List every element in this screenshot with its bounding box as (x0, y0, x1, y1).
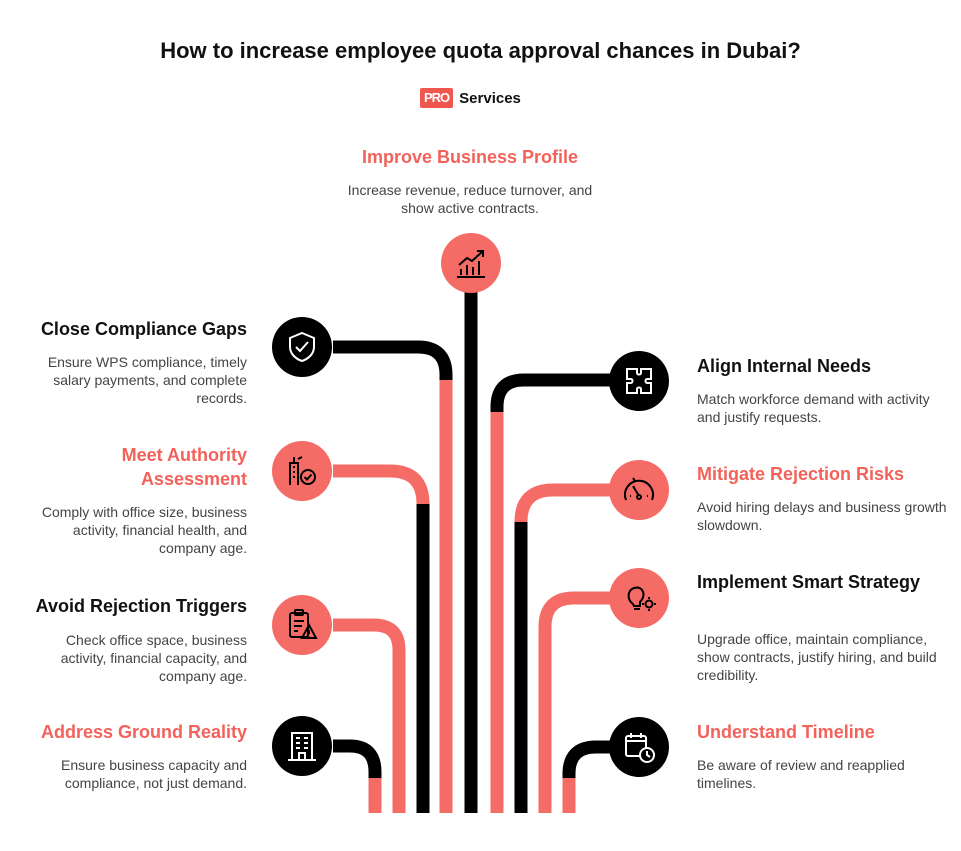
left3-desc: Check office space, business activity, financial capacity, and company age. (60, 632, 247, 684)
office-building-icon (284, 728, 320, 764)
building-check-icon (284, 453, 320, 489)
right4-node (609, 717, 669, 777)
connector-right4 (569, 747, 611, 778)
right1-desc: Match workforce demand with activity and justify requests. (697, 391, 930, 425)
chart-up-icon (453, 245, 489, 281)
right3-node (609, 568, 669, 628)
calendar-clock-icon (621, 729, 657, 765)
left4-node (272, 716, 332, 776)
brand-logo-mark: PRO (420, 88, 453, 108)
left2-heading: Meet Authority Assessment (121, 445, 247, 489)
left4-heading: Address Ground Reality (40, 722, 247, 742)
left3-heading: Avoid Rejection Triggers (35, 596, 247, 616)
connector-left4 (333, 746, 375, 778)
right2-desc: Avoid hiring delays and business growth slowdown. (697, 499, 947, 533)
left2-desc: Comply with office size, business activity, financial health, and company age. (41, 504, 247, 556)
connector-right3 (545, 598, 611, 813)
puzzle-icon (621, 363, 657, 399)
right2-heading: Mitigate Rejection Risks (697, 464, 905, 484)
left1-node (272, 317, 332, 377)
shield-check-icon (284, 329, 320, 365)
left1-heading: Close Compliance Gaps (40, 319, 247, 339)
left3-node (272, 595, 332, 655)
right1-heading: Align Internal Needs (697, 356, 872, 376)
left2-node (272, 441, 332, 501)
connector-left3 (333, 625, 399, 813)
right3-heading: Implement Smart Strategy (697, 572, 921, 592)
right1-node (609, 351, 669, 411)
top-desc: Increase revenue, reduce turnover, and show active contracts. (347, 182, 593, 216)
right4-heading: Understand Timeline (697, 722, 875, 742)
page-title: How to increase employee quota approval chances in Dubai? (160, 38, 801, 63)
left4-desc: Ensure business capacity and compliance, not just demand. (61, 757, 247, 791)
right2-node (609, 460, 669, 520)
top-node (441, 233, 501, 293)
right3-desc: Upgrade office, maintain compliance, show contracts, justify hiring, and build credibility. (697, 631, 937, 683)
left1-desc: Ensure WPS compliance, timely salary payments, and complete records. (47, 354, 247, 406)
lightbulb-gear-icon (621, 580, 657, 616)
brand-name: Services (459, 89, 521, 107)
gauge-icon (621, 472, 657, 508)
clipboard-warning-icon (284, 607, 320, 643)
top-heading: Improve Business Profile (361, 147, 579, 167)
right4-desc: Be aware of review and reapplied timelines. (697, 757, 905, 791)
